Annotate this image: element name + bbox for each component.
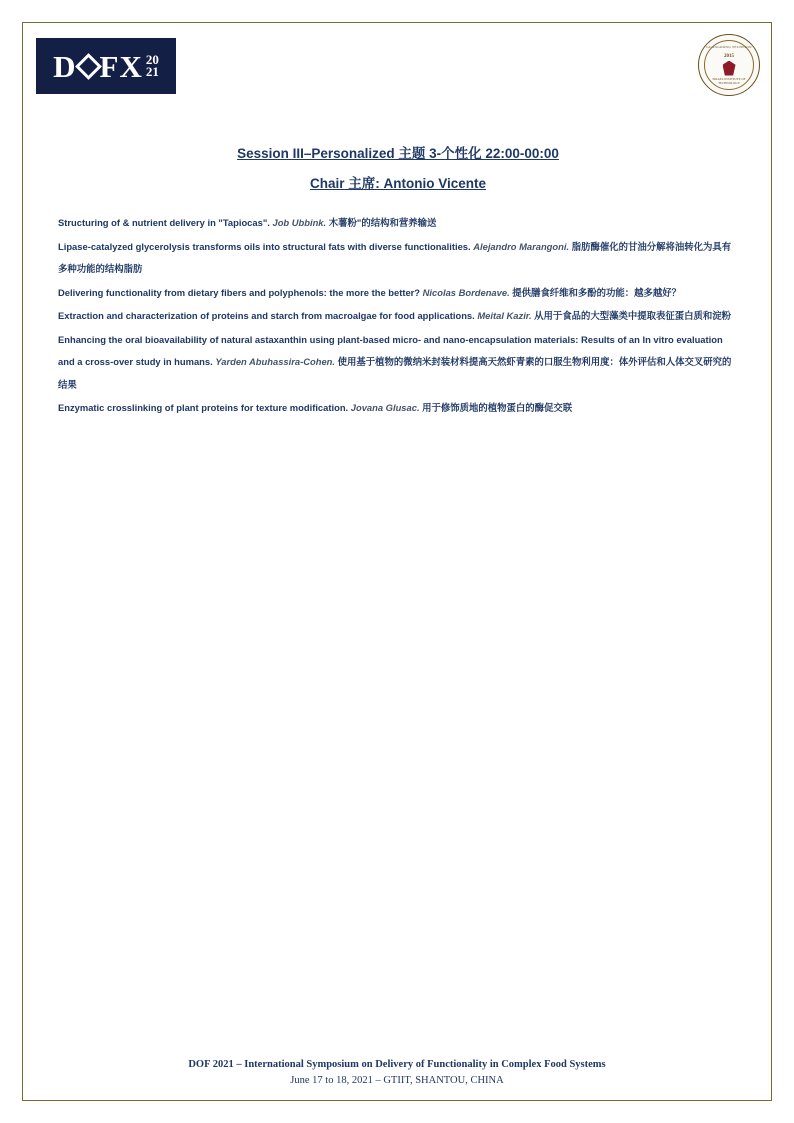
- talks-list: [58, 212, 736, 421]
- talk-title: Lipase-catalyzed glycerolysis transforms oils into structural fats with diverse functionalities.: [58, 240, 471, 252]
- logo-year: [146, 54, 159, 78]
- document-header: [34, 34, 760, 104]
- talk-title: Delivering functionality from dietary fibers and polyphenols: the more the better?: [58, 286, 421, 298]
- document-footer: [34, 1057, 760, 1089]
- talk-item: [58, 212, 736, 235]
- logo-letter-f: F: [99, 48, 120, 84]
- talk-item: [58, 397, 736, 420]
- talk-speaker: Alejandro Marangoni.: [473, 240, 570, 252]
- talk-translation: 提供膳食纤维和多酚的功能：越多越好？: [512, 286, 682, 298]
- logo-year-bottom: 21: [145, 64, 159, 79]
- logo-letter-x: X: [119, 48, 143, 84]
- session-title: Session III–Personalized 主题 3-个性化 22:00-00:00: [237, 146, 559, 161]
- talk-translation: 用于修饰质地的植物蛋白的酶促交联: [422, 402, 573, 413]
- seal-inner: [704, 40, 754, 90]
- talk-speaker: Yarden Abuhassira-Cohen.: [215, 356, 335, 367]
- footer-date-location: June 17 to 18, 2021 – GTIIT, SHANTOU, CHINA: [290, 1075, 504, 1086]
- talk-item: [58, 282, 736, 305]
- diamond-icon: [75, 53, 102, 80]
- talk-title: Extraction and characterization of proteins and starch from macroalgae for food applications.: [58, 310, 475, 321]
- talk-speaker: Meital Kazir.: [477, 310, 532, 321]
- footer-symposium-name: DOF 2021 – International Symposium on Delivery of Functionality in Complex Food Systems: [188, 1059, 606, 1070]
- title-block: [58, 144, 738, 194]
- talk-speaker: Nicolas Bordenave.: [422, 286, 510, 298]
- talk-item: [58, 236, 736, 281]
- shield-icon: [723, 61, 736, 76]
- institution-seal: [698, 34, 760, 96]
- chair-title: Chair 主席: Antonio Vicente: [309, 176, 486, 191]
- talk-speaker: Job Ubbink.: [272, 217, 327, 228]
- talk-title: Structuring of & nutrient delivery in "Tapiocas".: [58, 217, 270, 228]
- seal-top-text: GUANGDONG TECHNION: [706, 45, 752, 49]
- logo-year-top: 20: [145, 52, 159, 67]
- talk-translation: 木薯粉"的结构和营养输送: [328, 217, 437, 228]
- talk-item: [58, 305, 736, 328]
- talk-translation: 使用基于植物的微纳米封装材料提高天然虾青素的口服生物利用度：体外评估和人体交叉研究的结果: [58, 356, 732, 390]
- seal-bottom-text: ISRAEL INSTITUTE OF TECHNOLOGY: [712, 77, 746, 85]
- talk-item: [58, 329, 736, 397]
- logo-letter-d: D: [53, 48, 77, 84]
- talk-speaker: Jovana Glusac.: [350, 402, 420, 413]
- dof-logo-text: [53, 48, 159, 84]
- dof-logo: [36, 38, 176, 94]
- talk-title: Enzymatic crosslinking of plant proteins for texture modification.: [58, 402, 349, 413]
- talk-translation: 从用于食品的大型藻类中提取表征蛋白质和淀粉: [534, 310, 732, 321]
- talk-translation: 脂肪酶催化的甘油分解将油转化为具有多种功能的结构脂肪: [58, 240, 732, 274]
- seal-year: 2015: [724, 54, 734, 59]
- talk-title: Enhancing the oral bioavailability of natural astaxanthin using plant-based micro- and nano-encapsulation materials: Results of an In vitro evaluation and a cross-over study in humans.: [58, 333, 723, 367]
